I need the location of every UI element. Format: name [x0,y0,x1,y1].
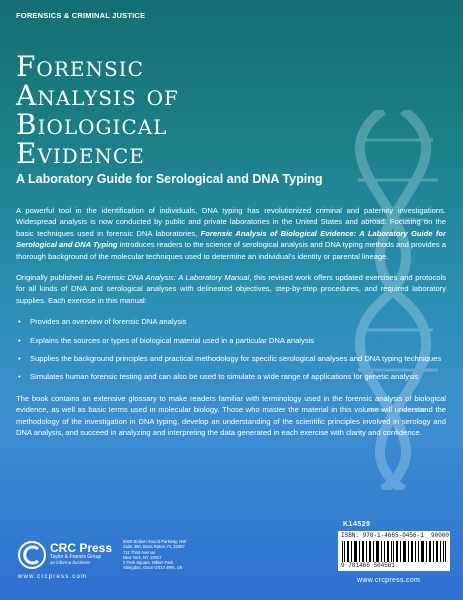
series-label: FORENSICS & CRIMINAL JUSTICE [16,11,146,20]
publisher-business: an informa business [50,560,91,565]
paragraph-text: introduces readers to the science of serological analysis and DNA typing methods and provides a thorough background of the molecular techniques used to determine an individual's identity or parental lineage. [16,240,447,261]
address-line: New York, NY 10017 [123,554,162,560]
crc-press-logo [18,541,46,569]
address-line: 711 Third Avenue [123,549,156,555]
barcode-bars [342,541,446,562]
paragraph-text: , this revised work offers updated exercises and protocols for all kinds of DNA and serological analyses with delineated objectives, step-by-step procedures, and required laboratory supplies. Each exercise in this manual: [16,273,447,305]
address-line: 6000 Broken Sound Parkway, NW [123,539,187,544]
list-item: • Supplies the background principles and practical methodology for specific serological analyses and DNA typing techniques [16,353,446,364]
paragraph-text: Originally published as [16,273,96,283]
publisher-addresses [123,539,233,571]
address-line: Abingdon, Oxon OX14 4RN, UK [123,565,183,571]
book-title [16,52,316,168]
description-paragraph [16,272,446,306]
publisher-website: www.crcpress.com [18,574,88,580]
address-line: Suite 300, Boca Raton, FL 33487 [123,544,185,550]
product-code: K14529 [343,521,371,528]
publisher-website-footer: www.crcpress.com [357,577,421,584]
feature-list [16,316,446,383]
title-line: Biological [16,108,168,141]
book-title-inline: Forensic Analysis of Biological Evidence: A Laboratory Guide for Serological and DNA Typing [16,228,446,250]
title-line: Analysis of [16,79,179,112]
isbn-number: ISBN: 978-1-4665-0456-1 [341,532,424,539]
description-body [16,205,446,449]
list-item: • Explains the sources or types of biological material used in a particular DNA analysis [16,335,446,346]
list-item: • Simulates human forensic testing and can also be used to simulate a wide range of applications for genetic analysis [16,371,446,382]
title-line: Forensic [16,50,144,83]
publisher-name: CRC Press [50,541,113,555]
title-line: Evidence [16,137,145,170]
ean-number: 9 781466 504561 [341,562,396,569]
book-subtitle: A Laboratory Guide for Serological and DNA Typing [16,172,323,186]
isbn-text [341,532,449,539]
description-paragraph [16,205,446,262]
publisher-block [50,542,112,566]
price-code: 90000 [431,532,450,539]
barcode [338,531,450,571]
list-item: • Provides an overview of forensic DNA analysis [16,316,446,327]
address-line: 2 Park Square, Milton Park [123,560,174,566]
original-title-inline: Forensic DNA Analysis: A Laboratory Manual [95,273,250,283]
paragraph-text: A powerful tool in the identification of individuals, DNA typing has revolutionized criminal and paternity investigations. Widespread analysis is now conducted by public and private laboratories in the United States and abroad. Focusing on the basic techniques used in forensic DNA laboratories, [16,206,446,238]
description-paragraph: The book contains an extensive glossary to make readers familiar with terminology used in the forensic analysis of biological evidence, as well as basic terms used in molecular biology. Those who master the material in this volume will understand the methodology of the investigation in DNA typing, develop an understanding of the scientific principles involved in serology and DNA analysis, and succeed in analyzing and interpreting the data generated in each exercise with clarity and confidence. [16,393,446,438]
publisher-group: Taylor & Francis Group [50,554,102,560]
